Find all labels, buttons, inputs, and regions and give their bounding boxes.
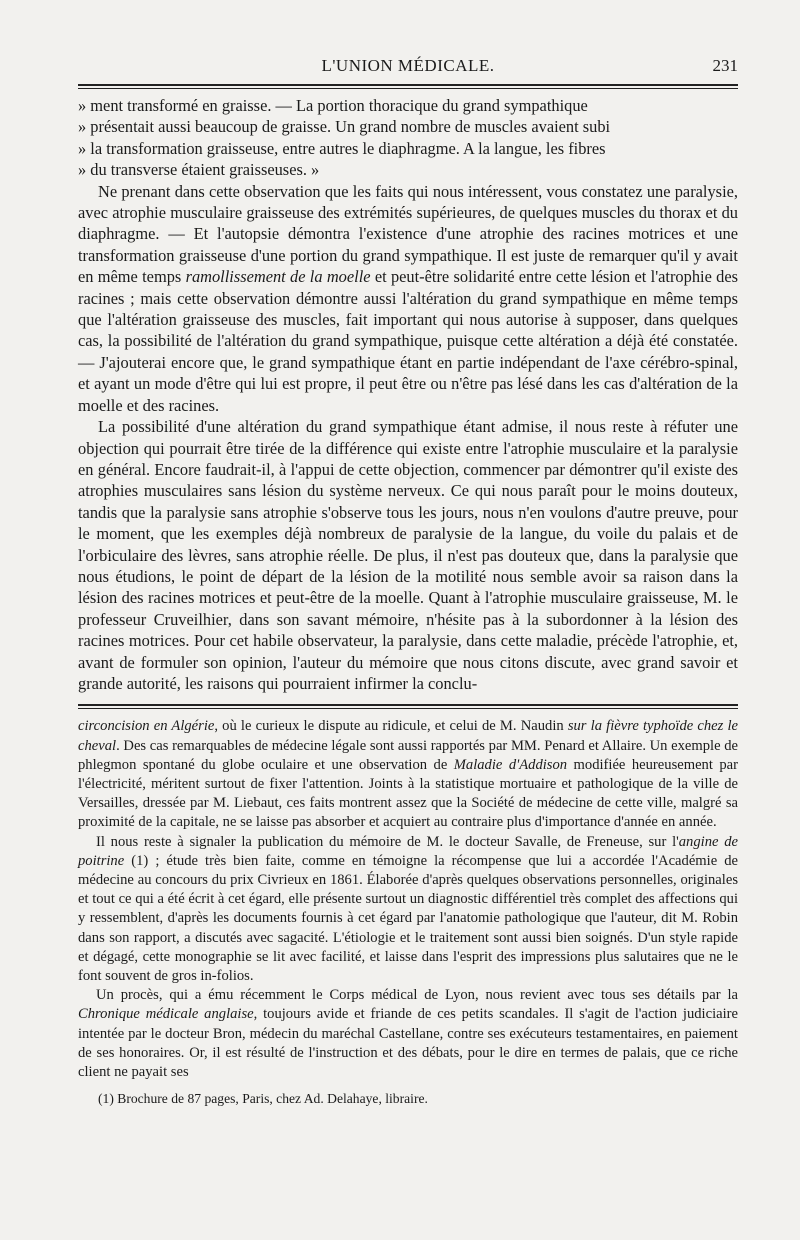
journal-title: L'UNION MÉDICALE.: [321, 56, 495, 75]
note-2-italic: angine de poitrine: [78, 833, 738, 869]
page: [78, 52, 738, 1108]
note-1-c: modifiée heureusement par l'électricité, méritent surtout de fixer l'attention. Joints à la statistique mortuaire et pathologique de la ville de Versailles, dressée par M. Liebaut, ces faits montrent assez que la Société de médecine de cette ville, malgré sa proximité de la capitale, ne se laisse pas absorber et acquiert au contraire plus d'importance d'année en année.: [78, 756, 738, 831]
note-2-a: Il nous reste à signaler la publication du mémoire de M. le docteur Savalle, de Freneuse, sur l': [96, 833, 679, 850]
note-1: [78, 717, 738, 832]
note-1-italic-c: Maladie d'Addison: [453, 756, 568, 773]
page-number: 231: [712, 56, 738, 75]
note-1-italic-b: sur la fièvre typhoïde chez le cheval: [78, 718, 738, 754]
quote-line: » présentait aussi beaucoup de graisse. Un grand nombre de muscles avaient subi: [78, 117, 611, 137]
quote-line: » du transverse étaient graisseuses. »: [78, 160, 320, 180]
running-header: [78, 52, 738, 84]
paragraph-1-b: et peut-être solidarité entre cette lésion et l'atrophie des racines ; mais cette observation démontre aussi l'altération du grand sympathique en même temps que l'altération graisseuse des muscles, fait important qui nous autorise à supposer, dans quelques cas, la possibilité de l'altération du grand sympathique, puisque cette altération a déjà été constatée. — J'ajouterai encore que, le grand sympathique étant en partie indépendant de l'axe cérébro-spinal, et ayant un mode d'être qui lui est propre, il peut être ou n'être pas lésé dans les cas d'altération de la moelle et des racines.: [78, 267, 738, 415]
note-1-a: , où le curieux le dispute au ridicule, et celui de M. Naudin: [214, 718, 568, 735]
quote-line: » la transformation graisseuse, entre autres le diaphragme. A la langue, les fibres: [78, 138, 606, 158]
header-rule: [78, 84, 738, 89]
footnote: (1) Brochure de 87 pages, Paris, chez Ad. Delahaye, libraire.: [98, 1091, 428, 1107]
note-1-italic-a: circoncision en Algérie: [78, 718, 215, 735]
note-2: [78, 833, 738, 987]
quote-line: » ment transformé en graisse. — La portion thoracique du grand sympathique: [78, 96, 588, 115]
paragraph-1-a: Ne prenant dans cette observation que les faits qui nous intéressent, vous constatez une paralysie, avec atrophie musculaire graisseuse des extrémités supérieures, de quelques muscles du thorax et du diaphragme. — Et l'autopsie démontra l'existence d'une atrophie des racines motrices et une transformation graisseuse d'une portion du grand sympathique. Il est juste de remarquer qu'il y avait en même temps: [78, 181, 738, 287]
main-text: [78, 95, 738, 694]
note-3-b: , toujours avide et friande de ces petits scandales. Il s'agit de l'action judiciaire intentée par le docteur Bron, médecin du maréchal Castellane, contre ses exécuteurs testamentaires, en paiement de ses honoraires. Or, il est résulté de l'instruction et des débats, pour le dire en termes de palais, que ce riche client ne payait ses: [78, 1006, 739, 1081]
notes-rule: [78, 704, 738, 709]
note-3-italic: Chronique médicale anglaise: [78, 1006, 254, 1023]
notes-column: [78, 717, 738, 1108]
note-3-a: Un procès, qui a ému récemment le Corps médical de Lyon, nous revient avec tous ses détails par la: [96, 987, 738, 1004]
note-3: [78, 986, 738, 1082]
note-2-b: (1) ; étude très bien faite, comme en témoigne la récompense que lui a accordée l'Académie de médecine au concours du prix Civrieux en 1861. Élaborée d'après quelques observations personnelles, originales et tout ce qui a été écrit à cet égard, elle présente surtout un diagnostic différentiel très complet des affections qui y ressemblent, d'après les documents fournis à cet égard par l'anatomie pathologique que l'auteur, dit M. Robin dans son rapport, a discutés avec sagacité. L'étiologie et le traitement sont aussi bien soignés. D'un style rapide et dégagé, cette monographie se lit avec facilité, et laisse dans l'esprit des impressions plus salutaires que ne le font souvent de gros in-folios.: [78, 852, 738, 985]
note-1-b: . Des cas remarquables de médecine légale sont aussi rapportés par MM. Penard et Allaire. Un exemple de phlegmon spontané du globe oculaire et une observation de: [78, 737, 738, 773]
quotation: [78, 95, 738, 181]
paragraph-2: La possibilité d'une altération du grand sympathique étant admise, il nous reste à réfuter une objection qui pourrait être tirée de la différence qui existe entre l'atrophie musculaire et la paralysie en général. Encore faudrait-il, à l'appui de cette objection, commencer par démontrer qu'il existe des atrophies musculaires sans lésion du système nerveux. Ce qui nous paraît pour le moins douteux, tandis que la paralysie sans atrophie s'observe tous les jours, nous n'en voulons d'autre preuve, pour le moment, que les exemples déjà nombreux de paralysie de la langue, du voile du palais et de l'orbiculaire des lèvres, sans atrophie réelle. De plus, il n'est pas douteux que, dans la paralysie que nous étudions, le point de départ de la lésion de la motilité nous semble avoir sa raison dans la lésion des racines motrices et peut-être de la moelle. Quant à l'atrophie musculaire graisseuse, M. le professeur Cruveilhier, dans son savant mémoire, n'hésite pas à la subordonner à la lésion des racines motrices. Pour cet habile observateur, la paralysie, dans cette maladie, précède l'atrophie, et, avant de formuler son opinion, l'auteur du mémoire que nous citons discute, avec grand savoir et grande autorité, les raisons qui pourraient infirmer la conclu-: [78, 417, 738, 693]
paragraph-1-italic: ramollissement de la moelle: [185, 267, 371, 287]
paragraph-1: [78, 181, 738, 416]
